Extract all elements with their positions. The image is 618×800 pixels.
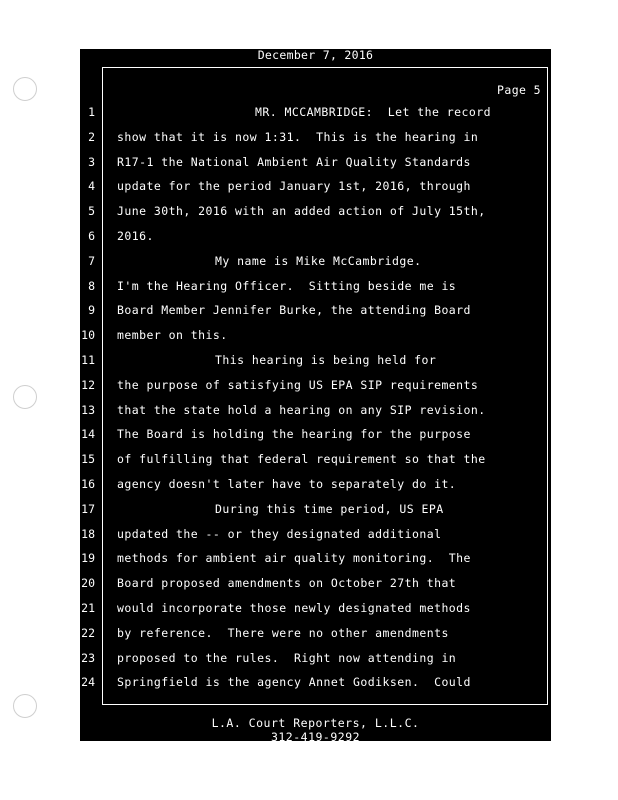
line-number: 22: [81, 625, 95, 640]
line-text: 2016.: [117, 229, 154, 243]
transcript-line: [80, 499, 551, 519]
line-number: 6: [88, 229, 95, 243]
transcript-line: [80, 350, 551, 370]
transcript-line: [80, 623, 551, 643]
binder-hole-top: [13, 77, 37, 101]
line-number: 17: [81, 501, 95, 516]
transcript-line: [80, 573, 551, 593]
transcript-line: [80, 226, 551, 246]
line-number: 1: [88, 105, 95, 119]
line-text: My name is Mike McCambridge.: [215, 253, 422, 268]
line-number: 3: [88, 154, 95, 169]
line-text: During this time period, US EPA: [215, 501, 444, 516]
line-text: This hearing is being held for: [215, 353, 437, 367]
line-text: proposed to the rules. Right now attending in: [117, 650, 457, 665]
transcript-line: [80, 251, 551, 271]
line-number: 10: [81, 328, 95, 343]
transcript-line: [80, 127, 551, 147]
line-text: would incorporate those newly designated methods: [117, 601, 471, 615]
transcript-line: [80, 325, 551, 345]
line-text: update for the period January 1st, 2016, through: [117, 179, 471, 194]
line-text: Springfield is the agency Annet Godiksen. Could: [117, 675, 471, 690]
line-number: 20: [81, 576, 95, 591]
line-number: 15: [81, 452, 95, 467]
line-number: 9: [88, 303, 95, 318]
binder-hole-middle: [13, 385, 37, 409]
footer-phone: 312-419-9292: [270, 730, 361, 744]
transcript-line: [80, 449, 551, 469]
page-date: December 7, 2016: [257, 48, 374, 62]
line-text: Board Member Jennifer Burke, the attending Board: [117, 303, 471, 318]
line-text: The Board is holding the hearing for the purpose: [117, 427, 471, 442]
line-text: show that it is now 1:31. This is the hearing in: [117, 129, 479, 144]
line-number: 12: [81, 377, 95, 392]
line-text: June 30th, 2016 with an added action of July 15th,: [117, 204, 486, 219]
line-number: 16: [81, 477, 95, 491]
line-number: 8: [88, 278, 95, 293]
line-number: 5: [88, 204, 95, 219]
transcript-line: [80, 424, 551, 444]
transcript-page: [80, 48, 551, 744]
transcript-line: [80, 672, 551, 692]
line-number: 14: [81, 427, 95, 442]
line-text: of fulfilling that federal requirement so that the: [117, 452, 486, 467]
line-text: I'm the Hearing Officer. Sitting beside me is: [117, 278, 457, 293]
transcript-line: [80, 300, 551, 320]
transcript-line: [80, 400, 551, 420]
line-number: 23: [81, 650, 95, 665]
transcript-line: [80, 598, 551, 618]
line-number: 18: [81, 526, 95, 541]
line-number: 11: [81, 353, 95, 367]
line-text: that the state hold a hearing on any SIP revision.: [117, 402, 486, 417]
transcript-line: [80, 201, 551, 221]
transcript-line: [80, 648, 551, 668]
line-text: R17-1 the National Ambient Air Quality Standards: [117, 154, 471, 169]
transcript-line: [80, 102, 551, 122]
line-text: MR. MCCAMBRIDGE: Let the record: [255, 105, 491, 119]
line-number: 19: [81, 551, 95, 566]
transcript-line: [80, 152, 551, 172]
line-number: 13: [81, 402, 95, 417]
transcript-line: [80, 176, 551, 196]
line-text: agency doesn't later have to separately do it.: [117, 477, 457, 491]
transcript-line: [80, 375, 551, 395]
line-number: 7: [88, 253, 95, 268]
line-text: the purpose of satisfying US EPA SIP requirements: [117, 377, 479, 392]
line-number: 21: [81, 601, 95, 615]
line-text: member on this.: [117, 328, 228, 343]
line-text: methods for ambient air quality monitoring. The: [117, 551, 471, 566]
line-text: Board proposed amendments on October 27th that: [117, 576, 457, 591]
transcript-line: [80, 474, 551, 494]
transcript-line: [80, 548, 551, 568]
transcript-line: [80, 276, 551, 296]
transcript-line: [80, 524, 551, 544]
footer-company: L.A. Court Reporters, L.L.C.: [211, 716, 420, 730]
binder-hole-bottom: [13, 694, 37, 718]
line-number: 2: [88, 129, 95, 144]
line-text: updated the -- or they designated additional: [117, 526, 442, 541]
page-number: Page 5: [497, 83, 541, 97]
line-number: 4: [88, 179, 95, 194]
line-number: 24: [81, 675, 95, 690]
line-text: by reference. There were no other amendments: [117, 625, 449, 640]
